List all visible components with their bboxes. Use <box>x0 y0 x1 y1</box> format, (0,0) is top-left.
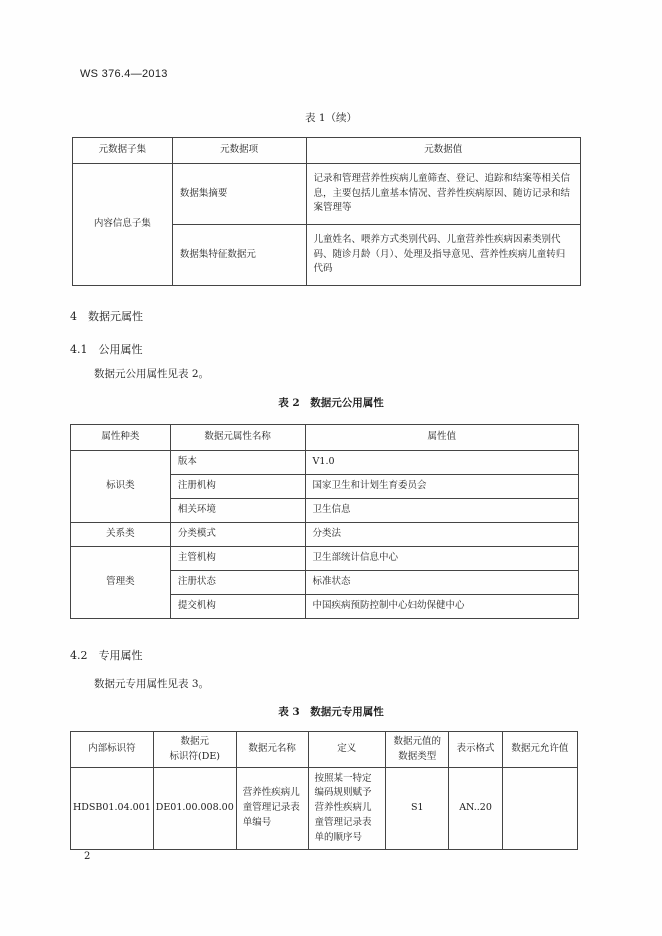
table2-row-name: 提交机构 <box>170 595 305 619</box>
table1-item-cell: 数据集摘要 <box>172 164 306 225</box>
section-4-2-text: 数据元专用属性见表 3。 <box>94 678 210 690</box>
table3-header-de-id <box>153 732 236 768</box>
section-4-heading: 4 数据元属性 <box>70 310 143 323</box>
table1-caption: 表 1（续） <box>304 112 358 124</box>
table2-row-value: 中国疾病预防控制中心妇幼保健中心 <box>305 595 578 619</box>
table2-row-name: 注册状态 <box>170 571 305 595</box>
table2-group-management: 管理类 <box>71 547 171 619</box>
page-number: 2 <box>84 851 91 862</box>
table3-header-type-line1: 数据元值的 <box>393 735 441 747</box>
table1-header-subset: 元数据子集 <box>73 138 173 164</box>
table1-header-value: 元数据值 <box>306 138 580 164</box>
table3-cell-name: 营养性疾病儿童管理记录表单编号 <box>236 768 308 850</box>
table2-header-value: 属性值 <box>305 425 578 451</box>
table2 <box>70 424 579 619</box>
table3-cell-format: AN..20 <box>449 768 502 850</box>
table3-cell-de-id: DE01.00.008.00 <box>153 768 236 850</box>
table2-group-identification: 标识类 <box>71 451 171 523</box>
table1-item-cell: 数据集特征数据元 <box>172 225 306 286</box>
table3-header-internal-id: 内部标识符 <box>71 732 154 768</box>
table3-caption: 表 3 数据元专用属性 <box>278 706 384 718</box>
table2-row-name: 相关环境 <box>170 499 305 523</box>
table3-cell-type: S1 <box>386 768 449 850</box>
table3-cell-internal-id: HDSB01.04.001 <box>71 768 154 850</box>
table1-value-cell: 儿童姓名、喂养方式类别代码、儿童营养性疾病因素类别代码、随诊月龄（月）、处理及指导意见、营养性疾病儿童转归代码 <box>306 225 580 286</box>
table2-header-name: 数据元属性名称 <box>170 425 305 451</box>
table2-row-name: 分类模式 <box>170 523 305 547</box>
table3 <box>70 731 578 850</box>
table3-header-definition: 定义 <box>308 732 386 768</box>
table2-row-name: 注册机构 <box>170 475 305 499</box>
table2-group-relation: 关系类 <box>71 523 171 547</box>
table3-cell-allowed <box>502 768 577 850</box>
table2-caption: 表 2 数据元公用属性 <box>278 397 384 409</box>
table2-row-name: 主管机构 <box>170 547 305 571</box>
table1-header-item: 元数据项 <box>172 138 306 164</box>
table1 <box>72 137 581 286</box>
table3-cell-definition: 按照某一特定编码规则赋予营养性疾病儿童管理记录表单的顺序号 <box>308 768 386 850</box>
table2-row-value: 标准状态 <box>305 571 578 595</box>
section-4-1-text: 数据元公用属性见表 2。 <box>94 368 210 380</box>
table3-header-name: 数据元名称 <box>236 732 308 768</box>
table1-value-cell: 记录和管理营养性疾病儿童筛查、登记、追踪和结案等相关信息，主要包括儿童基本情况、营养性疾病原因、随访记录和结案管理等 <box>306 164 580 225</box>
table2-row-value: 卫生部统计信息中心 <box>305 547 578 571</box>
table3-header-de-id-line1: 数据元 <box>180 735 210 747</box>
table2-row-value: V1.0 <box>305 451 578 475</box>
table3-header-type-line2: 数据类型 <box>398 750 437 762</box>
standard-number: WS 376.4—2013 <box>80 68 168 80</box>
table1-group-cell: 内容信息子集 <box>73 164 173 286</box>
table2-row-value: 国家卫生和计划生育委员会 <box>305 475 578 499</box>
table3-header-format: 表示格式 <box>449 732 502 768</box>
table2-row-name: 版本 <box>170 451 305 475</box>
table3-header-type <box>386 732 449 768</box>
table3-header-de-id-line2: 标识符(DE) <box>169 750 220 762</box>
table2-row-value: 卫生信息 <box>305 499 578 523</box>
table2-header-kind: 属性种类 <box>71 425 171 451</box>
table3-header-allowed: 数据元允许值 <box>502 732 577 768</box>
section-4-1-heading: 4.1 公用属性 <box>70 343 143 356</box>
section-4-2-heading: 4.2 专用属性 <box>70 649 143 662</box>
table2-row-value: 分类法 <box>305 523 578 547</box>
